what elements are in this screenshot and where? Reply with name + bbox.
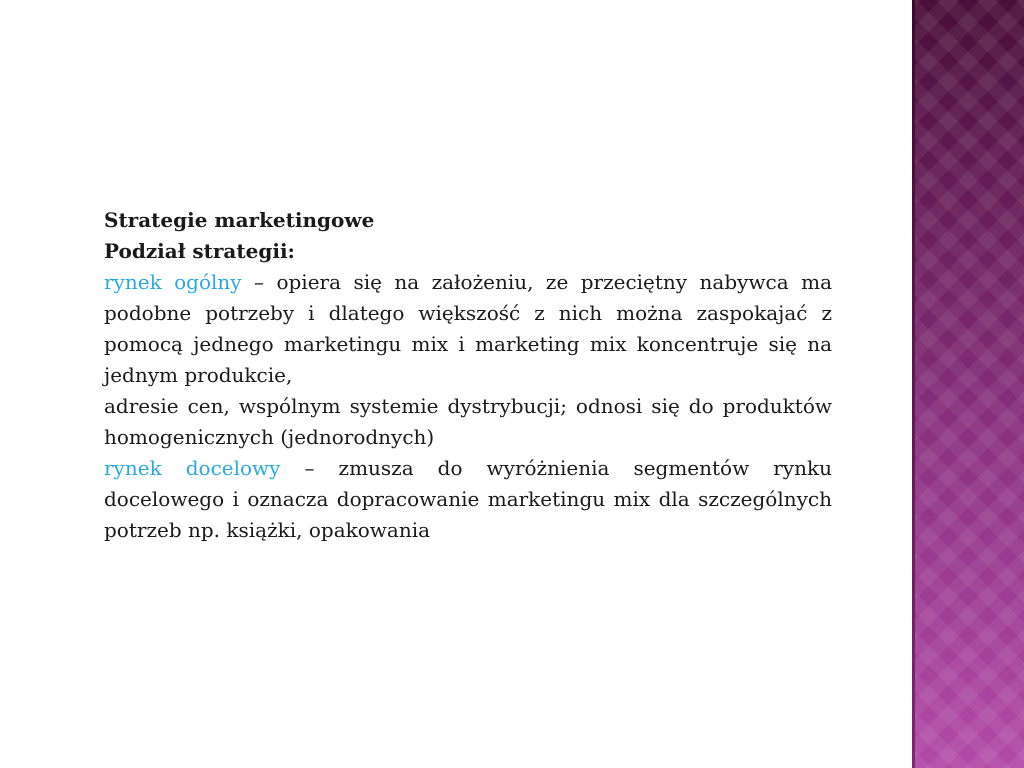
paragraph-text: – opiera się na założeniu, ze przeciętny nabywca ma podobne potrzeby i dlatego większość z nich można zaspokajać z pomocą jednego marketingu mix i marketing mix koncentruje się na jednym produkcie,	[104, 270, 832, 387]
term-target-market: rynek docelowy	[104, 456, 281, 480]
paragraph-general-market	[104, 267, 832, 391]
slide-subtitle: Podział strategii:	[104, 239, 295, 263]
side-band-edge	[912, 0, 915, 768]
slide-title: Strategie marketingowe	[104, 208, 375, 232]
paragraph-text: adresie cen, wspólnym systemie dystrybucji; odnosi się do produktów homogenicznych (jednorodnych)	[104, 394, 832, 449]
paragraph-continuation	[104, 391, 832, 453]
slide-content	[104, 205, 832, 546]
decorative-side-band	[912, 0, 1024, 768]
paragraph-target-market	[104, 453, 832, 546]
paragraph-text: – zmusza do wyróżnienia segmentów rynku docelowego i oznacza dopracowanie marketingu mix dla szczególnych potrzeb np. książki, opakowania	[104, 456, 832, 542]
term-general-market: rynek ogólny	[104, 270, 242, 294]
